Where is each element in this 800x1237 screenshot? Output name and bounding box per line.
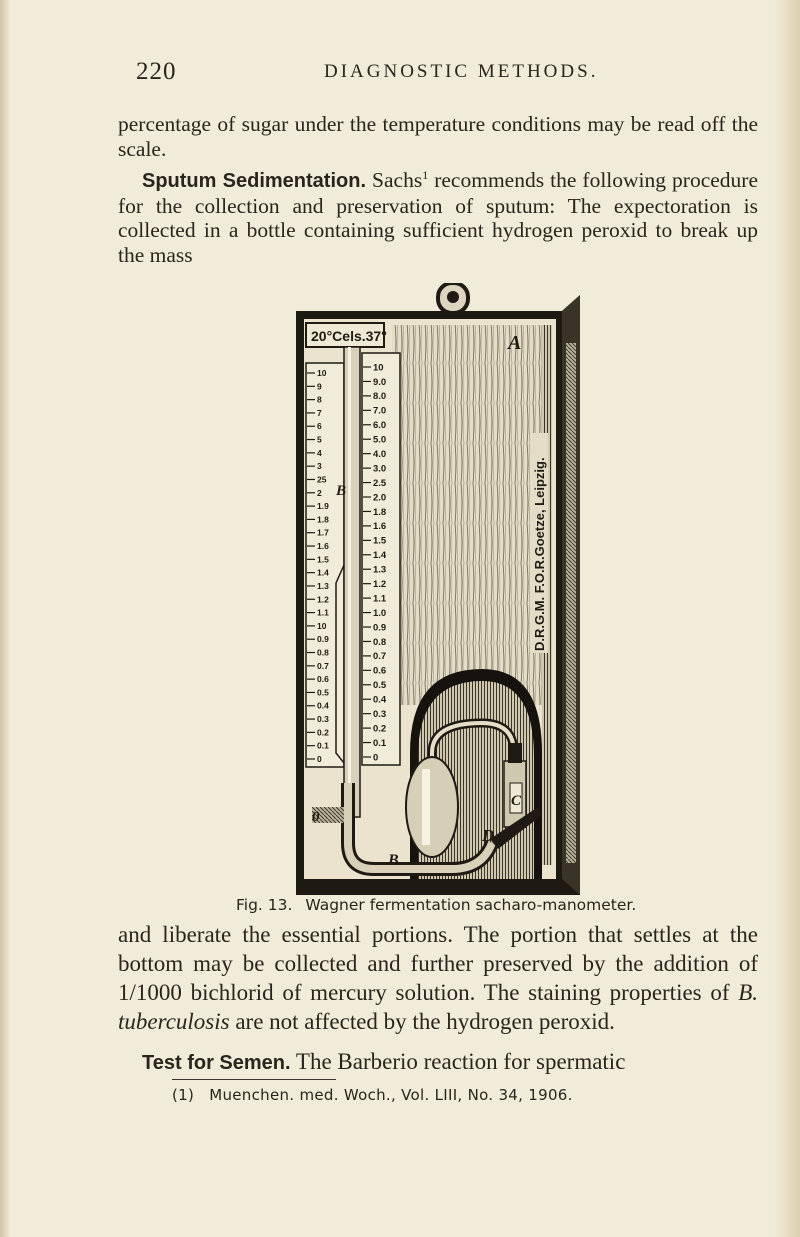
- scale-label: 1.2: [317, 594, 329, 605]
- page-outer-edge: [774, 0, 800, 1237]
- scale-label: 0.9: [317, 634, 329, 645]
- scale-label: 0.2: [373, 723, 387, 735]
- scale-label: 1.7: [317, 527, 329, 538]
- figure-letter-a: A: [508, 332, 522, 354]
- scale-label: 1.6: [373, 521, 387, 533]
- scale-label: 8: [317, 394, 322, 405]
- scale-label: 0.5: [317, 687, 329, 698]
- scale-label: 3.0: [373, 463, 387, 475]
- scale-label: 0.6: [317, 674, 329, 685]
- paragraph-test-for-semen: [118, 1050, 758, 1076]
- scale-label: 1.3: [373, 564, 387, 576]
- scale-label: 5: [317, 434, 322, 445]
- scale-label: 0.5: [373, 680, 387, 692]
- scale-label: 1.3: [317, 580, 329, 591]
- scale-label: 1.0: [373, 607, 387, 619]
- scale-label: 1.8: [317, 514, 329, 525]
- paragraph-text: and liberate the essential portions. The portion that settles at the bottom may be collected and further preserved by the addition of 1/1000 bichlorid of mercury solution. The staining properties of: [118, 922, 758, 1005]
- page-binding-edge: [0, 0, 9, 1237]
- scale-label: 0.3: [373, 708, 387, 720]
- scale-label: 9: [317, 381, 322, 392]
- left-scale-panel: [306, 363, 347, 767]
- footnote: [172, 1086, 772, 1104]
- scale-label: 0.8: [373, 636, 387, 648]
- run-in-heading-semen: Test for Semen.: [142, 1052, 291, 1074]
- paragraph-text: are not affected by the hydrogen peroxid.: [229, 1009, 615, 1034]
- scale-label: 2: [317, 487, 322, 498]
- scale-label: 1.4: [317, 567, 329, 578]
- top-label-plate: [306, 323, 387, 347]
- paragraph-text: percentage of sugar under the temperature conditions may be read off the scale.: [118, 112, 758, 161]
- case-base: [296, 879, 580, 895]
- scale-label: 0.1: [373, 737, 387, 749]
- scale-label: 4: [317, 447, 322, 458]
- figure-caption-text: Wagner fermentation sacharo-manometer.: [305, 896, 637, 914]
- scale-label: 0.6: [373, 665, 387, 677]
- paragraph-sputum-continuation: [118, 920, 758, 1036]
- scale-label: 3: [317, 461, 322, 472]
- scale-label: 4.0: [373, 448, 387, 460]
- scale-label: 0.8: [317, 647, 329, 658]
- scale-label: 0.9: [373, 622, 387, 634]
- scale-label: 1.6: [317, 541, 329, 552]
- scale-label: 7.0: [373, 405, 387, 417]
- scale-label: 25: [317, 474, 327, 485]
- scale-label: 9.0: [373, 376, 387, 388]
- maker-mark: [530, 433, 548, 653]
- maker-mark-text: D.R.G.M. F.O.R.Goetze, Leipzig.: [532, 457, 547, 651]
- footnote-text: Muenchen. med. Woch., Vol. LIII, No. 34, 1906.: [209, 1086, 573, 1104]
- scale-label: 1.4: [373, 550, 387, 562]
- scale-label: 0.2: [317, 727, 329, 738]
- scale-label: 1.5: [317, 554, 329, 565]
- figure-caption: [236, 896, 716, 914]
- bulb-recess: [406, 669, 542, 879]
- scale-label: 0.7: [373, 651, 387, 663]
- figure-number: Fig. 13.: [236, 896, 293, 914]
- scale-label: 10: [317, 620, 327, 631]
- scale-label: 10: [373, 362, 384, 374]
- scale-label: 0: [373, 752, 379, 764]
- figure-letter-b-lower: B: [388, 852, 399, 869]
- scale-label: 2.5: [373, 477, 387, 489]
- scale-label: 7: [317, 407, 322, 418]
- scale-label: 1.1: [373, 593, 387, 605]
- page-number: 220: [136, 58, 177, 85]
- scale-label: 8.0: [373, 391, 387, 403]
- scale-label: 1.5: [373, 535, 387, 547]
- run-in-heading-sputum: Sputum Sedimentation.: [142, 170, 366, 193]
- scale-label: 0.7: [317, 660, 329, 671]
- scale-label: 0.4: [373, 694, 387, 706]
- hanging-ring: [438, 283, 468, 313]
- paragraph-sputum-sedimentation: [118, 163, 758, 267]
- scale-label: 5.0: [373, 434, 387, 446]
- case-back-panel: [392, 325, 552, 705]
- organism-name: B. tuberculosis: [118, 980, 758, 1034]
- scale-label: 1.8: [373, 506, 387, 518]
- scale-label: 1.1: [317, 607, 329, 618]
- footnote-reference: 1: [422, 168, 429, 182]
- scale-label: 10: [317, 367, 327, 378]
- footnote-rule: [172, 1079, 336, 1080]
- figure-letter-b-upper: B: [336, 483, 347, 499]
- running-title: DIAGNOSTIC METHODS.: [324, 61, 599, 82]
- scale-label: 0.3: [317, 714, 329, 725]
- figure-letter-c: C: [511, 793, 522, 809]
- running-head: [136, 58, 756, 90]
- scale-label: 1.2: [373, 578, 387, 590]
- manometer-illustration: [292, 283, 580, 895]
- figure-letter-d: D: [482, 826, 495, 845]
- scale-label: 6: [317, 421, 322, 432]
- paragraph-text: recommends the following procedure for the collection and preservation of sputum: The expectoration is collected in a bottle containing sufficient hydrogen peroxid to break up the mass: [118, 168, 758, 267]
- right-scale-panel: [362, 353, 400, 765]
- scale-label: 6.0: [373, 420, 387, 432]
- paragraph-sugar-continuation: [118, 112, 758, 161]
- scale-label: 2.0: [373, 492, 387, 504]
- scale-label: 0.1: [317, 740, 329, 751]
- temperature-label: 20°Cels.37°: [311, 328, 387, 344]
- figure-saccharo-manometer: [292, 283, 580, 895]
- paragraph-text: The Barberio reaction for spermatic: [290, 1049, 626, 1074]
- zero-mark: 0: [312, 809, 320, 825]
- paragraph-text: Sachs: [366, 168, 423, 193]
- footnote-number: (1): [172, 1086, 195, 1104]
- scale-label: 0: [317, 753, 322, 764]
- scale-label: 0.4: [317, 700, 329, 711]
- scale-label: 1.9: [317, 501, 329, 512]
